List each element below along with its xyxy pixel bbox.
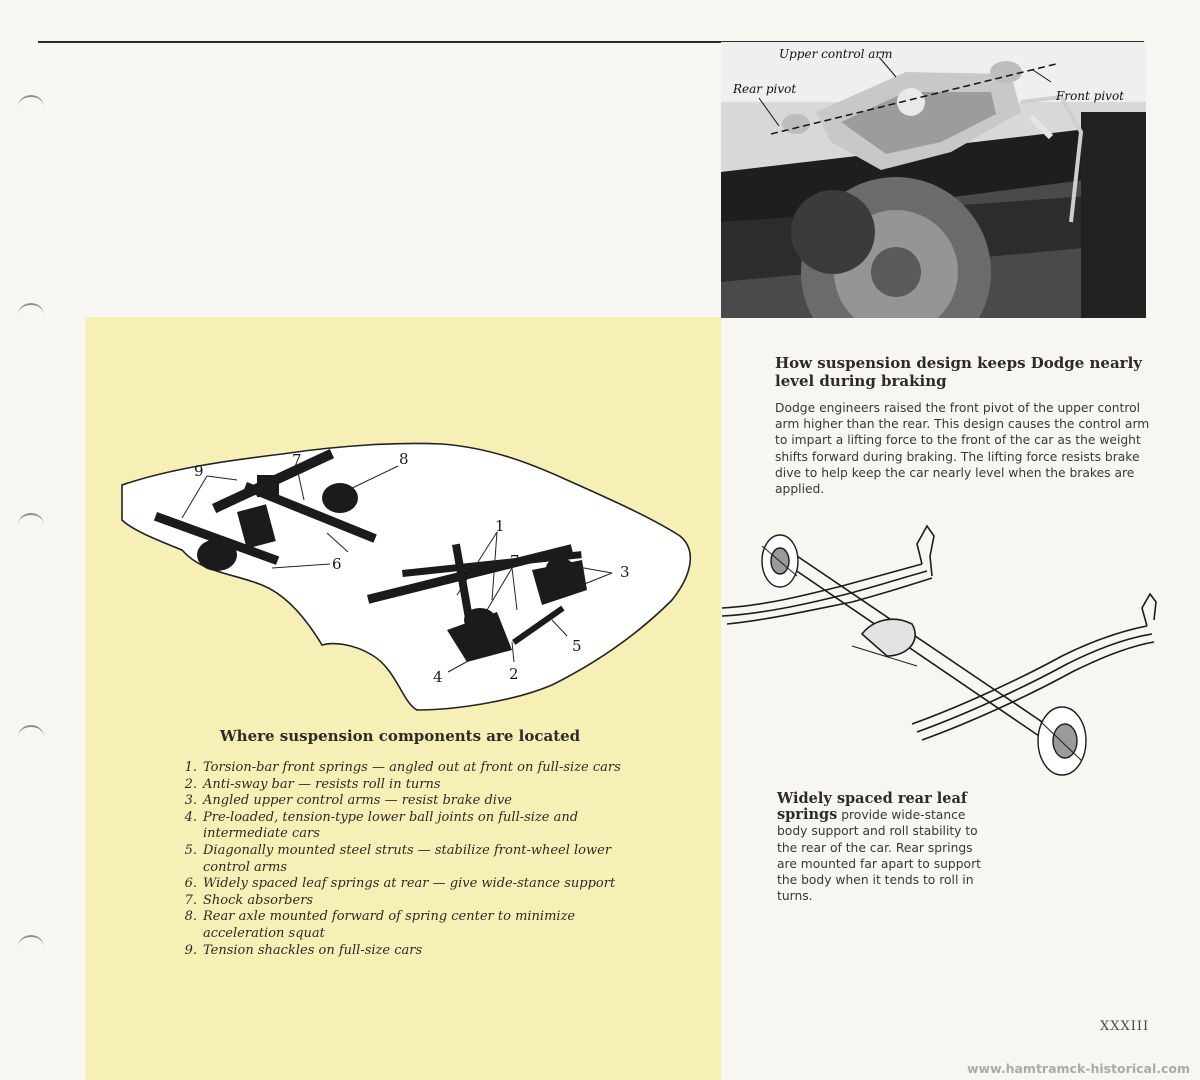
list-item [170, 893, 650, 910]
leaf-springs-caption [777, 791, 982, 904]
callout-9: 9 [194, 462, 204, 480]
car-diagram-graphic [112, 440, 702, 720]
callout-2: 2 [509, 665, 519, 683]
binder-hole-mark [18, 95, 44, 119]
list-item [170, 843, 650, 876]
list-item [170, 793, 650, 810]
callout-3: 3 [620, 563, 630, 581]
rear-axle-illustration [722, 516, 1162, 788]
item-number: 3. [184, 793, 197, 809]
item-text: Pre-loaded, tension-type lower ball joints on full-size and intermediate cars [203, 809, 579, 842]
list-item [170, 760, 650, 777]
item-text: Shock absorbers [203, 892, 314, 908]
page-number: XXXIII [1100, 1019, 1150, 1034]
item-text: Anti-sway bar — resists roll in turns [203, 776, 441, 792]
item-number: 7. [184, 892, 197, 908]
callout-7-front: 7 [510, 552, 520, 570]
list-item [170, 777, 650, 794]
list-item [170, 876, 650, 893]
callout-1: 1 [495, 517, 505, 535]
item-number: 8. [184, 909, 197, 925]
item-text: Diagonally mounted steel struts — stabilize front-wheel lower control arms [203, 842, 612, 875]
control-arm-photo [721, 42, 1146, 318]
item-number: 6. [184, 876, 197, 892]
leaf-springs-body: provide wide-stance body support and roll stability to the rear of the car. Rear springs are mounted far apart to support the body when it tends to roll in turns. [777, 808, 981, 904]
callout-7-rear: 7 [292, 451, 302, 469]
front-pivot-label: Front pivot [1056, 89, 1124, 103]
upper-control-arm-label: Upper control arm [779, 47, 893, 61]
diagram-title: Where suspension components are located [219, 727, 581, 745]
components-list [170, 760, 650, 959]
callout-6: 6 [332, 555, 342, 573]
item-number: 4. [184, 809, 197, 825]
item-number: 1. [184, 760, 197, 775]
braking-heading: How suspension design keeps Dodge nearly level during braking [775, 354, 1142, 390]
callout-4: 4 [433, 668, 443, 686]
binder-hole-mark [18, 513, 44, 537]
binder-hole-mark [18, 935, 44, 959]
watermark: www.hamtramck-historical.com [967, 1061, 1190, 1076]
callout-8: 8 [399, 450, 409, 468]
car-suspension-diagram [112, 440, 702, 720]
item-number: 5. [184, 842, 197, 858]
item-text: Widely spaced leaf springs at rear — give wide-stance support [203, 876, 616, 892]
binder-hole-mark [18, 725, 44, 749]
list-item [170, 909, 650, 942]
binder-hole-mark [18, 303, 44, 327]
item-number: 2. [184, 776, 197, 792]
list-item [170, 810, 650, 843]
item-number: 9. [184, 942, 197, 958]
callout-5: 5 [572, 637, 582, 655]
item-text: Angled upper control arms — resist brake dive [203, 793, 512, 809]
list-item [170, 943, 650, 960]
rear-axle-graphic [722, 516, 1162, 788]
rear-pivot-label: Rear pivot [733, 82, 797, 96]
item-text: Torsion-bar front springs — angled out at front on full-size cars [203, 760, 621, 775]
braking-body: Dodge engineers raised the front pivot of the upper control arm higher than the rear. This design causes the control arm to impart a lifting force to the front of the car as the weight shifts forward during braking. The lifting force resists brake dive to help keep the car nearly level when the brakes are applied. [775, 401, 1150, 497]
item-text: Tension shackles on full-size cars [203, 942, 423, 958]
leaf-springs-lead: Widely spaced rear leaf springs [777, 790, 968, 824]
item-text: Rear axle mounted forward of spring center to minimize acceleration squat [203, 909, 576, 941]
